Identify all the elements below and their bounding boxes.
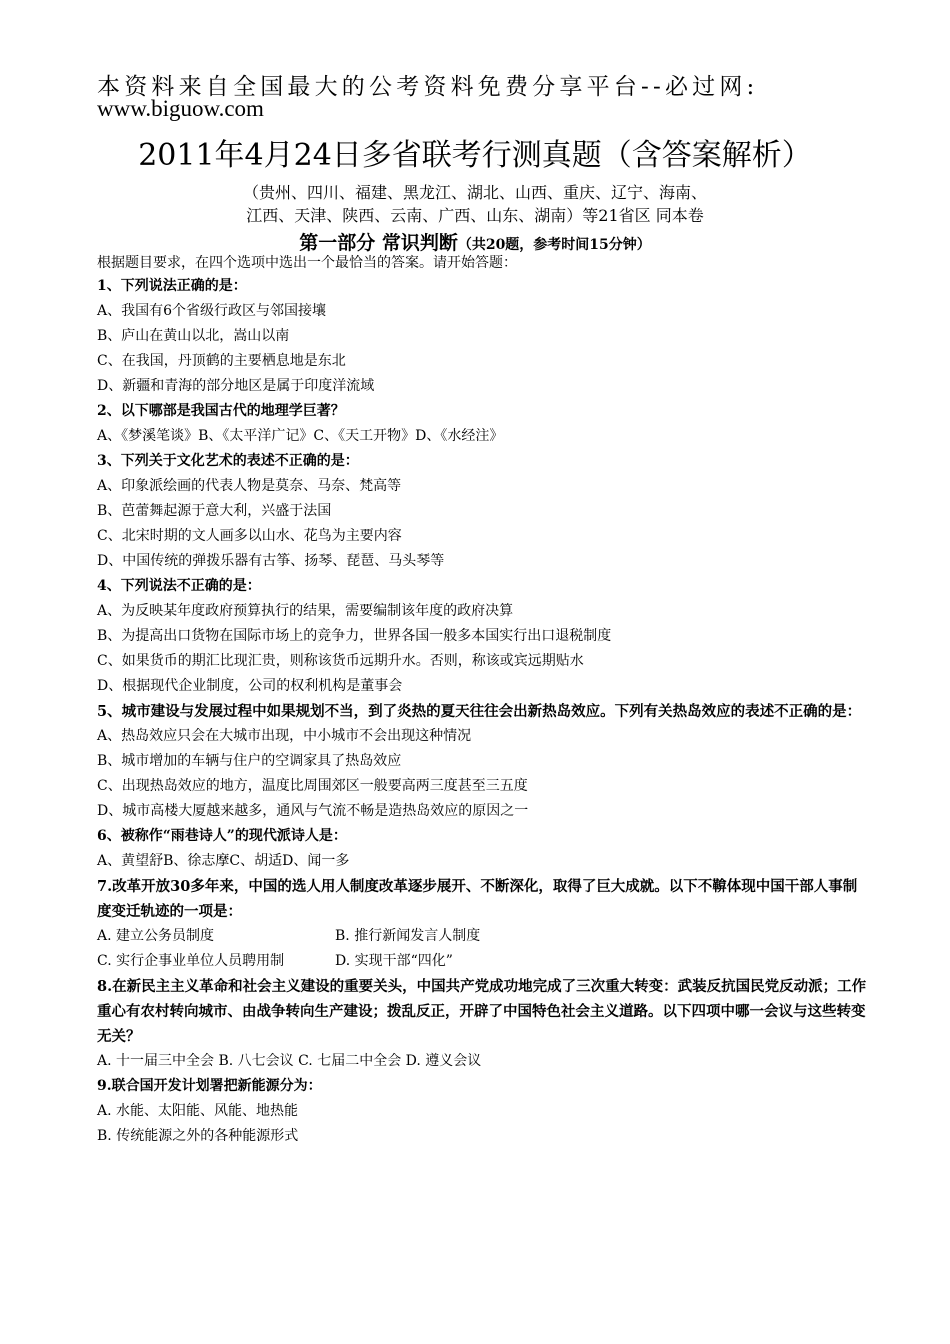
option: A. 水能、太阳能、风能、地热能 — [97, 1103, 299, 1119]
option: C、北宋时期的文人画多以山水、花鸟为主要内容 — [97, 528, 402, 544]
question-2 — [97, 399, 867, 449]
question-stem: 1、下列说法正确的是： — [97, 278, 247, 294]
question-4 — [97, 574, 867, 699]
option: A. 建立公务员制度 — [97, 928, 215, 944]
question-stem: 7.改革开放30多年来，中国的选人用人制度改革逐步展开、不断深化，取得了巨大成就。以下不鞥体现中国干部人事制度变迁轨迹的一项是： — [97, 878, 858, 920]
question-8 — [97, 974, 867, 1074]
question-stem: 4、下列说法不正确的是： — [97, 578, 261, 594]
header-source-line: 本资料来自全国最大的公考资料免费分享平台--必过网: — [97, 74, 759, 100]
option: A、为反映某年度政府预算执行的结果，需要编制该年度的政府决算 — [97, 603, 514, 619]
option: D、城市高楼大厦越来越多，通风与气流不畅是造热岛效应的原因之一 — [97, 803, 529, 819]
option: D、中国传统的弹拨乐器有古筝、扬琴、琵琶、马头琴等 — [97, 553, 445, 569]
options-inline: A. 十一届三中全会 B. 八七会议 C. 七届二中全会 D. 遵义会议 — [97, 1053, 482, 1069]
header-url[interactable]: www.biguow.com — [97, 96, 264, 121]
option: B、庐山在黄山以北，嵩山以南 — [97, 328, 290, 344]
question-stem: 2、以下哪部是我国古代的地理学巨著？ — [97, 403, 345, 419]
question-3 — [97, 449, 867, 574]
options-row — [97, 949, 867, 974]
option: C. 实行企事业单位人员聘用制 — [97, 953, 285, 969]
provinces-line-2: 江西、天津、陕西、云南、广西、山东、湖南）等21省区 同本卷 — [246, 206, 704, 225]
question-stem: 9.联合国开发计划署把新能源分为： — [97, 1078, 322, 1094]
options-inline: A、黄望舒B、徐志摩C、胡适D、闻一多 — [97, 853, 350, 869]
option: C、出现热岛效应的地方，温度比周围郊区一般要高两三度甚至三五度 — [97, 778, 528, 794]
options-row — [97, 924, 867, 949]
options-inline: A、《梦溪笔谈》B、《太平洋广记》C、《天工开物》D、《水经注》 — [97, 428, 504, 444]
question-5 — [97, 699, 867, 824]
document-title: 2011年4月24日多省联考行测真题（含答案解析） — [138, 138, 812, 173]
option: A、热岛效应只会在大城市出现，中小城市不会出现这种情况 — [97, 728, 472, 744]
option: B、芭蕾舞起源于意大利，兴盛于法国 — [97, 503, 332, 519]
question-list — [97, 252, 867, 1149]
section-note: （共20题，参考时间15分钟） — [457, 237, 651, 253]
section-title: 第一部分 常识判断 — [299, 232, 458, 254]
option: B、为提高出口货物在国际市场上的竞争力，世界各国一般多本国实行出口退税制度 — [97, 628, 612, 644]
question-stem: 5、城市建设与发展过程中如果规划不当，到了炎热的夏天往往会出新热岛效应。下列有关热岛效应的表述不正确的是： — [97, 703, 862, 720]
option: A、印象派绘画的代表人物是莫奈、马奈、梵高等 — [97, 478, 402, 494]
option: D、根据现代企业制度，公司的权利机构是董事会 — [97, 678, 403, 694]
question-stem: 8.在新民主主义革命和社会主义建设的重要关头，中国共产党成功地完成了三次重大转变：武装反抗国民党反动派；工作重心有农村转向城市、由战争转向生产建设；拨乱反正，开辟了中国特色社会主义道路。以下四项中哪一会议与这些转变无关？ — [97, 978, 867, 1045]
option: B. 传统能源之外的各种能源形式 — [97, 1128, 299, 1144]
option: D. 实现干部“四化” — [335, 953, 453, 969]
option: B、城市增加的车辆与住户的空调家具了热岛效应 — [97, 753, 402, 769]
question-6 — [97, 824, 867, 874]
option: C、在我国，丹顶鹤的主要栖息地是东北 — [97, 353, 346, 369]
question-stem: 6、被称作“雨巷诗人”的现代派诗人是： — [97, 828, 347, 844]
option: A、我国有6个省级行政区与邻国接壤 — [97, 303, 327, 319]
option: D、新疆和青海的部分地区是属于印度洋流域 — [97, 378, 375, 394]
question-1 — [97, 274, 867, 399]
option: C、如果货币的期汇比现汇贵，则称该货币远期升水。否则，称该或宾远期贴水 — [97, 653, 584, 669]
option: B. 推行新闻发言人制度 — [335, 928, 481, 944]
question-9 — [97, 1074, 867, 1149]
question-stem: 3、下列关于文化艺术的表述不正确的是： — [97, 453, 359, 469]
question-7 — [97, 874, 867, 974]
instructions: 根据题目要求，在四个选项中选出一个最恰当的答案。请开始答题： — [97, 255, 517, 271]
provinces-line-1: （贵州、四川、福建、黑龙江、湖北、山西、重庆、辽宁、海南、 — [242, 183, 707, 202]
section-heading — [0, 228, 950, 255]
